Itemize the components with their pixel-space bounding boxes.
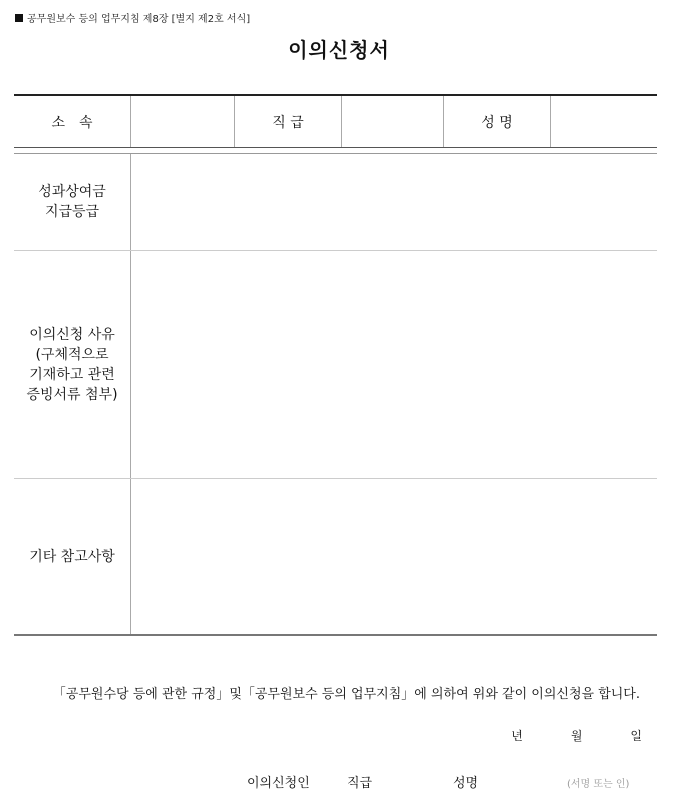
square-bullet-icon xyxy=(15,14,23,22)
other-row xyxy=(14,479,657,636)
signature-name-label: 성명 xyxy=(453,776,479,791)
bonus-grade-field[interactable] xyxy=(131,154,657,250)
applicant-info-row xyxy=(14,96,657,148)
rank-field[interactable] xyxy=(342,96,444,147)
reason-label: 이의신청 사유 (구체적으로 기재하고 관련 증빙서류 첨부) xyxy=(14,251,131,478)
document-title: 이의신청서 xyxy=(288,38,390,62)
year-label: 년 xyxy=(511,729,523,743)
signature-hint: (서명 또는 인) xyxy=(567,779,630,790)
form-reference-text: 공무원보수 등의 업무지침 제8장 [별지 제2호 서식] xyxy=(27,14,251,25)
month-label: 월 xyxy=(570,729,583,743)
reason-row xyxy=(14,251,657,479)
declaration-statement: 「공무원수당 등에 관한 규정」및「공무원보수 등의 업무지침」에 의하여 위와 같이 이의신청을 합니다. xyxy=(52,687,640,702)
form-reference xyxy=(15,10,250,25)
objection-form-table xyxy=(14,94,657,636)
name-field[interactable] xyxy=(551,96,657,147)
bonus-grade-row xyxy=(14,154,657,251)
applicant-label: 이의신청인 xyxy=(247,776,310,791)
rank-label: 직 급 xyxy=(235,96,342,147)
bonus-grade-label: 성과상여금 지급등급 xyxy=(14,154,131,250)
other-field[interactable] xyxy=(131,479,657,634)
day-label: 일 xyxy=(630,729,642,743)
reason-field[interactable] xyxy=(131,251,657,478)
signature-rank-label: 직급 xyxy=(347,776,373,791)
date-line xyxy=(511,727,642,744)
other-label: 기타 참고사항 xyxy=(14,479,131,634)
affiliation-field[interactable] xyxy=(131,96,235,147)
name-label: 성 명 xyxy=(444,96,551,147)
affiliation-label: 소 속 xyxy=(14,96,131,147)
